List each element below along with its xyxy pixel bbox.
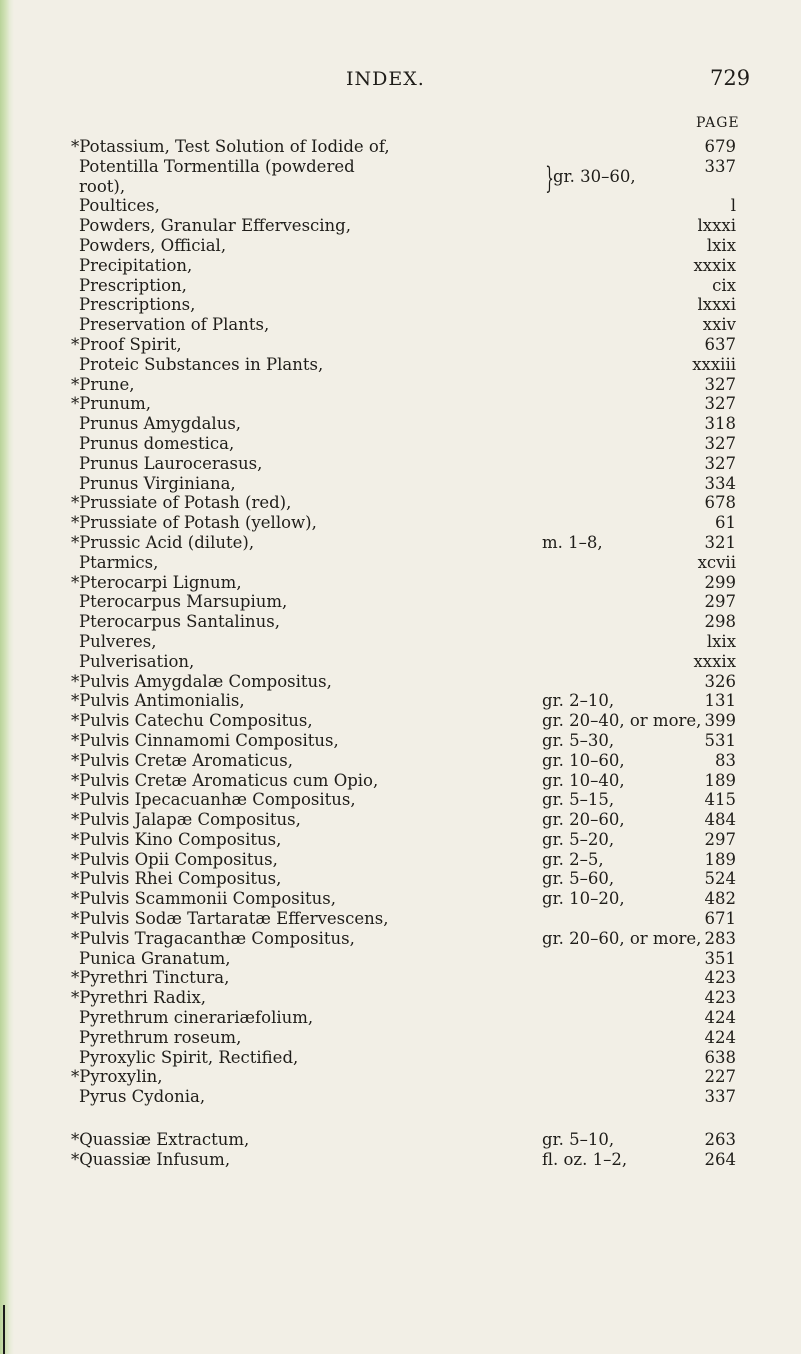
index-entry	[0, 909, 801, 929]
entry-dose: gr. 30–60,	[553, 166, 636, 186]
entry-page: 189	[704, 849, 736, 869]
entry-name: *Prussiate of Potash (yellow),	[71, 513, 317, 533]
entry-page: 131	[704, 691, 736, 711]
entry-name: *Pulvis Rhei Compositus,	[71, 869, 282, 889]
index-entry	[0, 157, 801, 197]
entry-page: 482	[704, 889, 736, 909]
margin-mark	[3, 1305, 5, 1354]
index-entry	[0, 434, 801, 454]
entry-page: 327	[704, 453, 736, 473]
entry-name: Powders, Official,	[79, 235, 227, 255]
entry-name: Poultices,	[79, 196, 160, 216]
index-entry	[0, 850, 801, 870]
entry-name: Prunus Laurocerasus,	[79, 453, 263, 473]
entry-page: 638	[704, 1047, 736, 1067]
entry-page: 264	[704, 1149, 736, 1169]
entry-page: xxxix	[693, 255, 736, 275]
page-number: 729	[710, 66, 751, 90]
index-entry	[0, 355, 801, 375]
index-entry	[0, 731, 801, 751]
entry-name: *Pulvis Sodæ Tartaratæ Effervescens,	[71, 909, 389, 929]
entry-dose: gr. 5–20,	[542, 829, 615, 849]
entry-page: lxxxi	[697, 216, 736, 236]
entry-name: *Prussic Acid (dilute),	[71, 532, 255, 552]
entry-dose: gr. 5–30,	[542, 730, 615, 750]
entry-dose: gr. 20–60,	[542, 810, 625, 830]
entry-page: 83	[715, 750, 736, 770]
index-entry	[0, 988, 801, 1008]
entry-name: *Proof Spirit,	[71, 334, 182, 354]
index-entry	[0, 137, 801, 157]
entry-name: *Pterocarpi Lignum,	[71, 572, 242, 592]
entry-dose: gr. 2–10,	[542, 691, 615, 711]
entry-name: *Quassiæ Extractum,	[71, 1130, 250, 1150]
entry-name: *Quassiæ Infusum,	[71, 1149, 231, 1169]
entry-dose: gr. 5–10,	[542, 1130, 615, 1150]
entry-page: lxix	[706, 235, 736, 255]
entry-page: 424	[704, 1027, 736, 1047]
entry-page: 337	[704, 156, 736, 176]
entry-page: 424	[704, 1008, 736, 1028]
entry-name: Pyrethrum cinerariæfolium,	[79, 1008, 314, 1028]
entry-name: *Pulvis Jalapæ Compositus,	[71, 810, 301, 830]
index-entry	[0, 216, 801, 236]
index-entry	[0, 573, 801, 593]
entry-page: 321	[704, 532, 736, 552]
entry-name: Pyrethrum roseum,	[79, 1027, 242, 1047]
index-entry	[0, 454, 801, 474]
index-entry	[0, 949, 801, 969]
index-entry	[0, 1087, 801, 1107]
entry-name: Pyroxylic Spirit, Rectified,	[79, 1047, 299, 1067]
index-entry	[0, 672, 801, 692]
entry-page: 61	[715, 513, 736, 533]
entry-page: 227	[704, 1067, 736, 1087]
entry-name: Prunus Amygdalus,	[79, 414, 242, 434]
entry-name: *Pyroxylin,	[71, 1067, 163, 1087]
entry-name: Ptarmics,	[79, 552, 159, 572]
entry-page: l	[730, 196, 736, 216]
entry-page: 423	[704, 968, 736, 988]
index-entry	[0, 236, 801, 256]
entry-page: 326	[704, 671, 736, 691]
index-entries	[0, 137, 801, 1170]
index-entry	[0, 414, 801, 434]
entry-name: Pyrus Cydonia,	[79, 1087, 206, 1107]
entry-dose: gr. 10–40,	[542, 770, 625, 790]
index-entry	[0, 513, 801, 533]
entry-page: 297	[704, 829, 736, 849]
index-entry	[0, 1008, 801, 1028]
page-column-label: PAGE	[696, 115, 740, 131]
entry-page: xxxix	[693, 651, 736, 671]
entry-page: lxix	[706, 631, 736, 651]
index-entry	[0, 375, 801, 395]
entry-name: Pulveres,	[79, 631, 157, 651]
entry-page: 299	[704, 572, 736, 592]
entry-page: xxxiii	[692, 354, 736, 374]
entry-name: *Pulvis Ipecacuanhæ Compositus,	[71, 790, 356, 810]
index-entry	[0, 869, 801, 889]
entry-name: Proteic Substances in Plants,	[79, 354, 324, 374]
entry-name: *Pulvis Cretæ Aromaticus,	[71, 750, 293, 770]
entry-name: *Pulvis Tragacanthæ Compositus,	[71, 928, 355, 948]
running-title: INDEX.	[346, 68, 425, 90]
index-entry	[0, 830, 801, 850]
index-entry	[0, 691, 801, 711]
entry-name: Pterocarpus Marsupium,	[79, 592, 288, 612]
index-entry	[0, 711, 801, 731]
entry-page: xxiv	[702, 315, 736, 335]
entry-dose: gr. 5–15,	[542, 790, 615, 810]
index-entry	[0, 652, 801, 672]
entry-page: 351	[704, 948, 736, 968]
entry-page: 679	[704, 137, 736, 156]
entry-name: *Prussiate of Potash (red),	[71, 493, 292, 513]
entry-dose: gr. 2–5,	[542, 849, 604, 869]
entry-page: 327	[704, 394, 736, 414]
entry-page: 189	[704, 770, 736, 790]
entry-name: Punica Granatum,	[79, 948, 231, 968]
entry-page: cix	[712, 275, 736, 295]
index-entry	[0, 592, 801, 612]
entry-dose: m. 1–8,	[542, 532, 603, 552]
entry-name: *Pyrethri Radix,	[71, 988, 207, 1008]
index-entry	[0, 810, 801, 830]
entry-name: *Pulvis Cinnamomi Compositus,	[71, 730, 339, 750]
index-entry	[0, 771, 801, 791]
index-entry	[0, 256, 801, 276]
entry-page: 415	[704, 790, 736, 810]
brace-mark: }	[545, 160, 554, 196]
entry-name: *Pulvis Scammonii Compositus,	[71, 889, 337, 909]
index-entry	[0, 276, 801, 296]
index-entry	[0, 1067, 801, 1087]
entry-name: Pterocarpus Santalinus,	[79, 612, 280, 632]
index-entry	[0, 315, 801, 335]
entry-page: 671	[704, 909, 736, 929]
entry-name: *Pulvis Catechu Compositus,	[71, 711, 313, 731]
entry-page: 334	[704, 473, 736, 493]
index-entry	[0, 929, 801, 949]
entry-page: 327	[704, 433, 736, 453]
entry-page: 531	[704, 730, 736, 750]
index-entry	[0, 533, 801, 553]
entry-dose: gr. 10–20,	[542, 889, 625, 909]
index-entry	[0, 1048, 801, 1068]
entry-dose: gr. 10–60,	[542, 750, 625, 770]
index-entry	[0, 1028, 801, 1048]
index-entry	[0, 751, 801, 771]
entry-name: *Prunum,	[71, 394, 152, 414]
entry-page: 399	[704, 711, 736, 731]
index-entry	[0, 295, 801, 315]
entry-name: *Pulvis Kino Compositus,	[71, 829, 282, 849]
entry-name: Prunus domestica,	[79, 433, 235, 453]
entry-name: *Pulvis Amygdalæ Compositus,	[71, 671, 332, 691]
index-entry	[0, 394, 801, 414]
entry-name: *Pulvis Opii Compositus,	[71, 849, 278, 869]
entry-name: Precipitation,	[79, 255, 193, 275]
index-entry	[0, 1130, 801, 1150]
entry-page: 297	[704, 592, 736, 612]
index-entry	[0, 335, 801, 355]
entry-name: *Prune,	[71, 374, 135, 394]
entry-page: 298	[704, 612, 736, 632]
page-header	[0, 68, 801, 98]
entry-dose: gr. 5–60,	[542, 869, 615, 889]
index-entry	[0, 968, 801, 988]
entry-page: 678	[704, 493, 736, 513]
section-gap	[0, 1107, 801, 1130]
entry-name: Potentilla Tormentilla (powdered	[79, 156, 355, 176]
entry-page: 318	[704, 414, 736, 434]
entry-name: Preservation of Plants,	[79, 315, 270, 335]
entry-name: Pulverisation,	[79, 651, 195, 671]
entry-name: Powders, Granular Effervescing,	[79, 216, 351, 236]
index-entry	[0, 1150, 801, 1170]
entry-name: Prescriptions,	[79, 295, 196, 315]
entry-page: xcvii	[697, 552, 736, 572]
entry-page: 484	[704, 810, 736, 830]
entry-page: 283	[704, 928, 736, 948]
index-entry	[0, 196, 801, 216]
index-entry	[0, 790, 801, 810]
entry-name: *Potassium, Test Solution of Iodide of,	[71, 137, 390, 156]
entry-page: 327	[704, 374, 736, 394]
entry-page: 637	[704, 334, 736, 354]
entry-name: *Pulvis Cretæ Aromaticus cum Opio,	[71, 770, 379, 790]
entry-page: 423	[704, 988, 736, 1008]
entry-page: lxxxi	[697, 295, 736, 315]
entry-name: *Pulvis Antimonialis,	[71, 691, 245, 711]
index-entry	[0, 889, 801, 909]
index-entry	[0, 553, 801, 573]
entry-name-continued: root),	[79, 176, 126, 196]
entry-page: 337	[704, 1087, 736, 1107]
index-entry	[0, 474, 801, 494]
entry-name: Prescription,	[79, 275, 187, 295]
entry-dose: fl. oz. 1–2,	[542, 1149, 628, 1169]
index-entry	[0, 612, 801, 632]
entry-name: *Pyrethri Tinctura,	[71, 968, 230, 988]
entry-page: 524	[704, 869, 736, 889]
entry-name: Prunus Virginiana,	[79, 473, 236, 493]
entry-dose: gr. 20–60, or more,	[542, 928, 702, 948]
entry-dose: gr. 20–40, or more,	[542, 711, 702, 731]
index-entry	[0, 632, 801, 652]
entry-page: 263	[704, 1130, 736, 1150]
index-entry	[0, 493, 801, 513]
